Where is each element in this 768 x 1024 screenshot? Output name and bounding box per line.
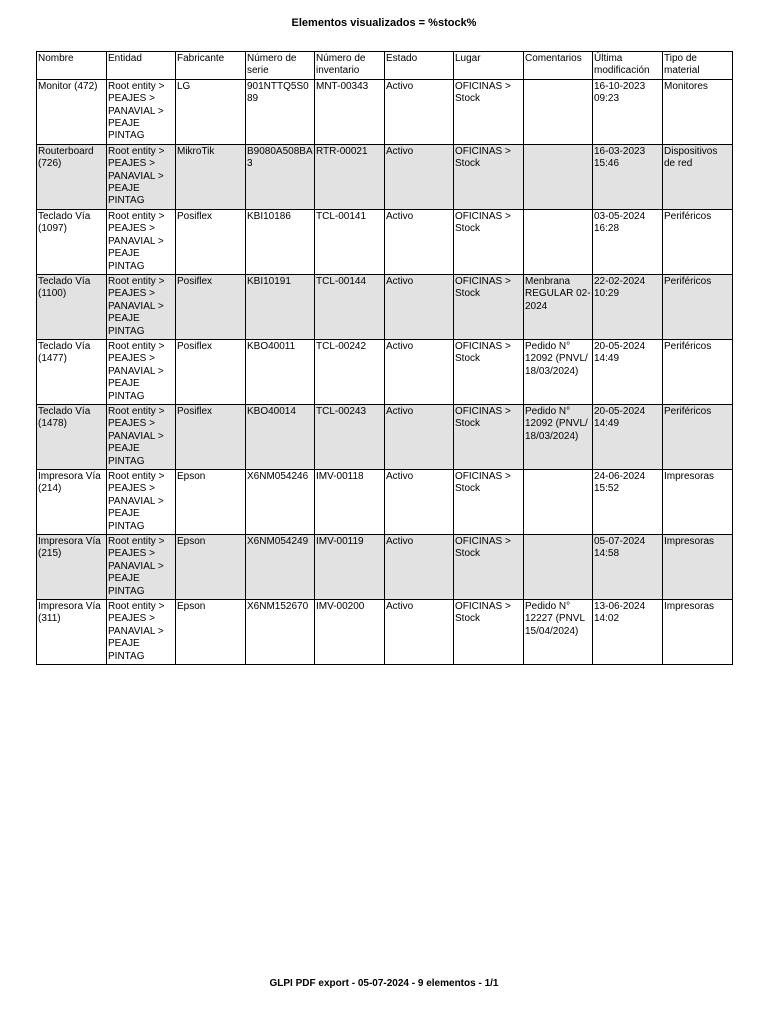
cell-fabricante: Posiflex <box>176 339 246 404</box>
cell-numero-de-inventario: IMV-00118 <box>315 470 385 535</box>
cell-ultima-modificacion: 05-07-2024 14:58 <box>593 535 663 600</box>
cell-lugar: OFICINAS > Stock <box>454 470 524 535</box>
cell-ultima-modificacion: 13-06-2024 14:02 <box>593 600 663 665</box>
cell-comentarios <box>524 79 593 144</box>
cell-numero-de-inventario: IMV-00200 <box>315 600 385 665</box>
cell-lugar: OFICINAS > Stock <box>454 600 524 665</box>
column-header-numero-de-serie: Número de serie <box>246 52 315 80</box>
table-row <box>37 470 733 535</box>
cell-fabricante: Posiflex <box>176 404 246 469</box>
column-header-estado: Estado <box>385 52 454 80</box>
column-header-entidad: Entidad <box>107 52 176 80</box>
cell-tipo-de-material: Periféricos <box>663 339 733 404</box>
cell-ultima-modificacion: 20-05-2024 14:49 <box>593 404 663 469</box>
column-header-numero-de-inventario: Número de inventario <box>315 52 385 80</box>
cell-tipo-de-material: Periféricos <box>663 209 733 274</box>
cell-lugar: OFICINAS > Stock <box>454 209 524 274</box>
cell-lugar: OFICINAS > Stock <box>454 404 524 469</box>
column-header-comentarios: Comentarios <box>524 52 593 80</box>
table-row <box>37 144 733 209</box>
cell-lugar: OFICINAS > Stock <box>454 339 524 404</box>
table-body <box>37 79 733 664</box>
cell-estado: Activo <box>385 209 454 274</box>
cell-entidad: Root entity > PEAJES > PANAVIAL > PEAJE PINTAG <box>107 274 176 339</box>
cell-fabricante: Epson <box>176 470 246 535</box>
cell-numero-de-serie: KBO40014 <box>246 404 315 469</box>
cell-lugar: OFICINAS > Stock <box>454 535 524 600</box>
cell-estado: Activo <box>385 274 454 339</box>
cell-estado: Activo <box>385 535 454 600</box>
cell-comentarios <box>524 535 593 600</box>
cell-nombre: Impresora Vía (214) <box>37 470 107 535</box>
cell-entidad: Root entity > PEAJES > PANAVIAL > PEAJE PINTAG <box>107 339 176 404</box>
cell-entidad: Root entity > PEAJES > PANAVIAL > PEAJE PINTAG <box>107 470 176 535</box>
cell-nombre: Teclado Vía (1097) <box>37 209 107 274</box>
column-header-fabricante: Fabricante <box>176 52 246 80</box>
cell-numero-de-inventario: TCL-00141 <box>315 209 385 274</box>
cell-nombre: Impresora Vía (311) <box>37 600 107 665</box>
column-header-nombre: Nombre <box>37 52 107 80</box>
cell-numero-de-inventario: RTR-00021 <box>315 144 385 209</box>
cell-comentarios: Pedido N° 12227 (PNVL 15/04/2024) <box>524 600 593 665</box>
cell-comentarios: Menbrana REGULAR 02-2024 <box>524 274 593 339</box>
cell-lugar: OFICINAS > Stock <box>454 144 524 209</box>
cell-tipo-de-material: Impresoras <box>663 470 733 535</box>
cell-estado: Activo <box>385 144 454 209</box>
cell-comentarios: Pedido N° 12092 (PNVL/ 18/03/2024) <box>524 339 593 404</box>
cell-nombre: Teclado Vía (1477) <box>37 339 107 404</box>
cell-estado: Activo <box>385 470 454 535</box>
column-header-lugar: Lugar <box>454 52 524 80</box>
cell-numero-de-serie: KBI10191 <box>246 274 315 339</box>
cell-nombre: Teclado Vía (1100) <box>37 274 107 339</box>
cell-comentarios <box>524 470 593 535</box>
cell-numero-de-inventario: IMV-00119 <box>315 535 385 600</box>
cell-ultima-modificacion: 03-05-2024 16:28 <box>593 209 663 274</box>
cell-numero-de-inventario: TCL-00144 <box>315 274 385 339</box>
cell-numero-de-inventario: TCL-00243 <box>315 404 385 469</box>
cell-nombre: Impresora Vía (215) <box>37 535 107 600</box>
table-header-row <box>37 52 733 80</box>
table-row <box>37 79 733 144</box>
cell-numero-de-serie: X6NM054246 <box>246 470 315 535</box>
cell-nombre: Teclado Vía (1478) <box>37 404 107 469</box>
cell-ultima-modificacion: 20-05-2024 14:49 <box>593 339 663 404</box>
cell-fabricante: Posiflex <box>176 209 246 274</box>
cell-numero-de-serie: KBI10186 <box>246 209 315 274</box>
table-row <box>37 274 733 339</box>
cell-entidad: Root entity > PEAJES > PANAVIAL > PEAJE PINTAG <box>107 600 176 665</box>
cell-ultima-modificacion: 24-06-2024 15:52 <box>593 470 663 535</box>
cell-fabricante: LG <box>176 79 246 144</box>
cell-tipo-de-material: Dispositivos de red <box>663 144 733 209</box>
page-footer: GLPI PDF export - 05-07-2024 - 9 elementos - 1/1 <box>269 978 499 989</box>
cell-numero-de-serie: B9080A508BA3 <box>246 144 315 209</box>
cell-numero-de-serie: X6NM054249 <box>246 535 315 600</box>
table-row <box>37 600 733 665</box>
cell-entidad: Root entity > PEAJES > PANAVIAL > PEAJE PINTAG <box>107 535 176 600</box>
cell-nombre: Routerboard (726) <box>37 144 107 209</box>
table-row <box>37 404 733 469</box>
cell-estado: Activo <box>385 404 454 469</box>
cell-tipo-de-material: Monitores <box>663 79 733 144</box>
cell-numero-de-serie: 901NTTQ5S089 <box>246 79 315 144</box>
table-row <box>37 339 733 404</box>
cell-comentarios: Pedido N° 12092 (PNVL/ 18/03/2024) <box>524 404 593 469</box>
cell-fabricante: MikroTik <box>176 144 246 209</box>
cell-lugar: OFICINAS > Stock <box>454 274 524 339</box>
cell-lugar: OFICINAS > Stock <box>454 79 524 144</box>
cell-entidad: Root entity > PEAJES > PANAVIAL > PEAJE PINTAG <box>107 404 176 469</box>
column-header-ultima-modificacion: Última modificación <box>593 52 663 80</box>
cell-tipo-de-material: Periféricos <box>663 274 733 339</box>
cell-nombre: Monitor (472) <box>37 79 107 144</box>
cell-ultima-modificacion: 16-10-2023 09:23 <box>593 79 663 144</box>
cell-fabricante: Posiflex <box>176 274 246 339</box>
cell-tipo-de-material: Periféricos <box>663 404 733 469</box>
cell-comentarios <box>524 209 593 274</box>
page-title: Elementos visualizados = %stock% <box>291 17 477 29</box>
cell-entidad: Root entity > PEAJES > PANAVIAL > PEAJE PINTAG <box>107 209 176 274</box>
cell-estado: Activo <box>385 339 454 404</box>
table-row <box>37 535 733 600</box>
cell-numero-de-serie: KBO40011 <box>246 339 315 404</box>
cell-fabricante: Epson <box>176 600 246 665</box>
cell-numero-de-inventario: TCL-00242 <box>315 339 385 404</box>
cell-estado: Activo <box>385 600 454 665</box>
column-header-tipo-de-material: Tipo de material <box>663 52 733 80</box>
cell-numero-de-inventario: MNT-00343 <box>315 79 385 144</box>
cell-ultima-modificacion: 22-02-2024 10:29 <box>593 274 663 339</box>
cell-entidad: Root entity > PEAJES > PANAVIAL > PEAJE PINTAG <box>107 144 176 209</box>
table-row <box>37 209 733 274</box>
cell-entidad: Root entity > PEAJES > PANAVIAL > PEAJE PINTAG <box>107 79 176 144</box>
cell-fabricante: Epson <box>176 535 246 600</box>
cell-estado: Activo <box>385 79 454 144</box>
cell-numero-de-serie: X6NM152670 <box>246 600 315 665</box>
cell-tipo-de-material: Impresoras <box>663 600 733 665</box>
inventory-table <box>36 51 733 665</box>
cell-tipo-de-material: Impresoras <box>663 535 733 600</box>
cell-ultima-modificacion: 16-03-2023 15:46 <box>593 144 663 209</box>
cell-comentarios <box>524 144 593 209</box>
